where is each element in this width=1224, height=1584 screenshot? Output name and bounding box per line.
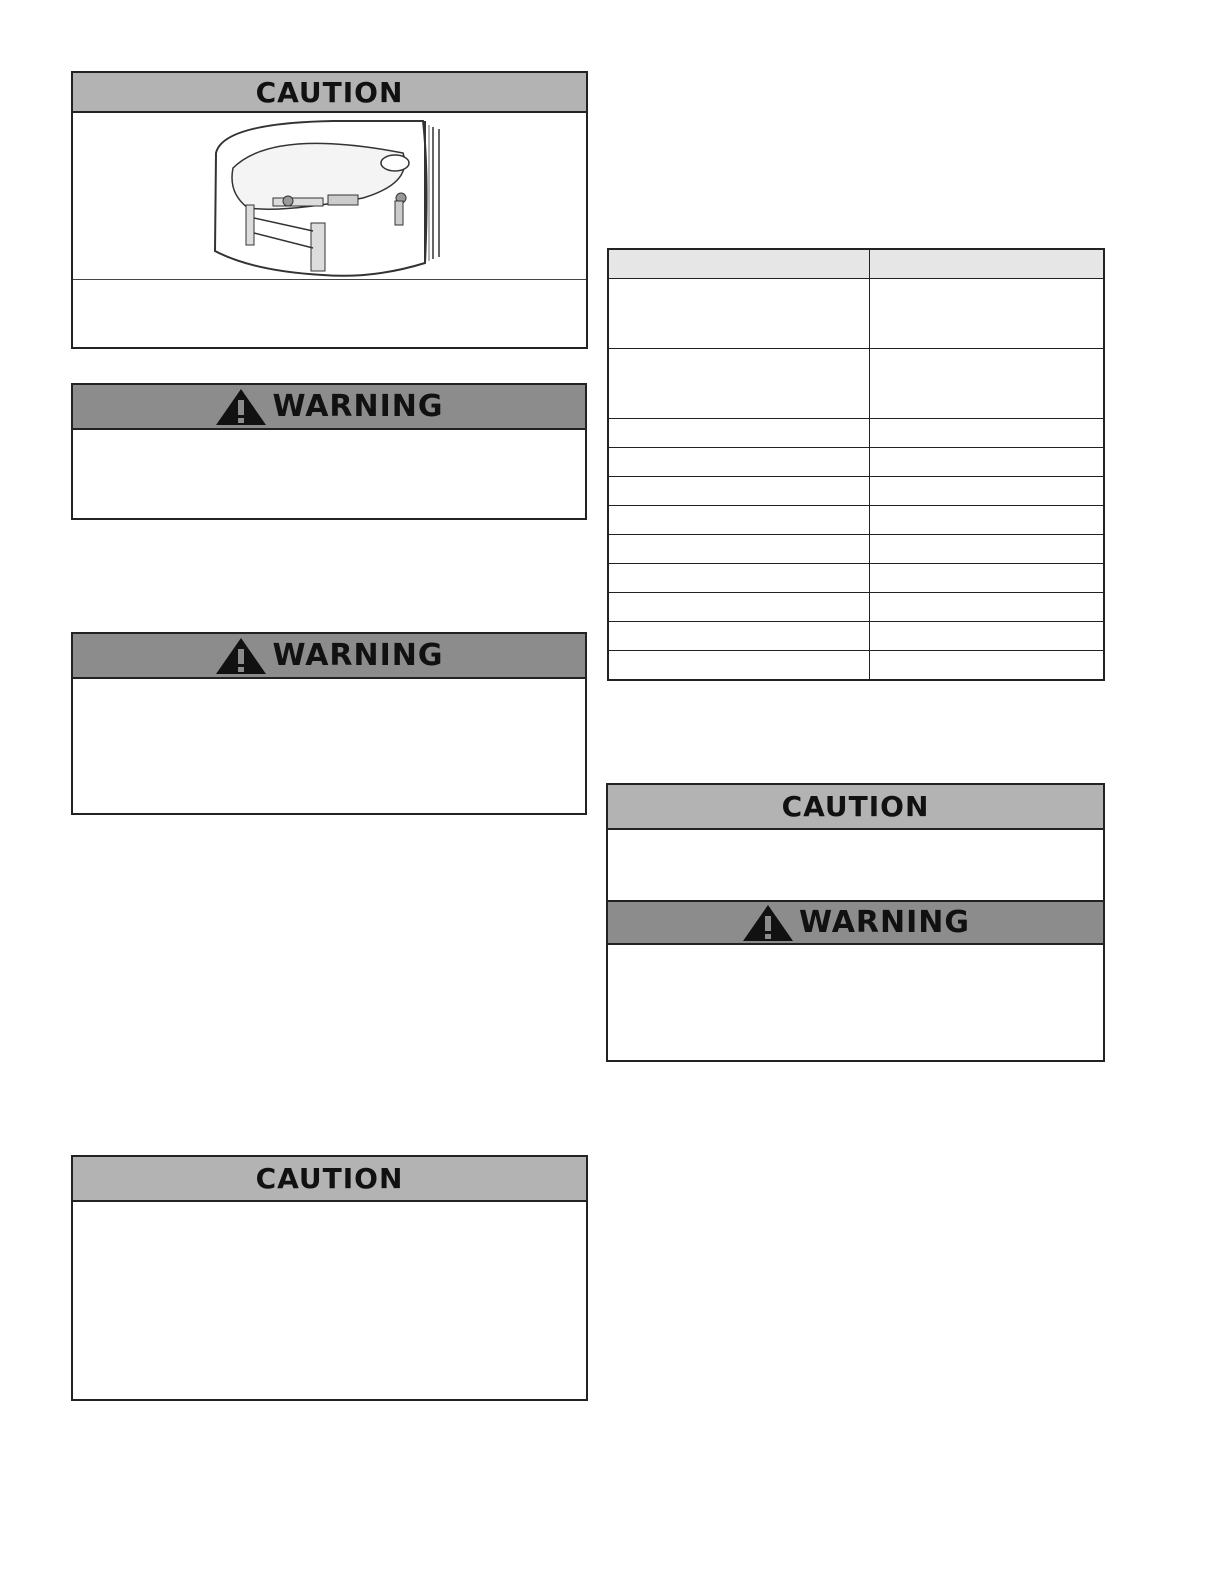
caution-header <box>73 1157 586 1202</box>
table-row <box>608 349 1104 419</box>
table-cell <box>870 593 1105 622</box>
table-row <box>608 593 1104 622</box>
caution-warning-box <box>606 783 1105 1062</box>
warning-box-1 <box>71 383 587 520</box>
warning-label: WARNING <box>272 638 444 673</box>
table-cell <box>870 477 1105 506</box>
table-cell <box>608 622 870 651</box>
warning-header <box>73 385 585 430</box>
table-row <box>608 564 1104 593</box>
spec-table <box>607 248 1105 681</box>
caution-header <box>73 73 586 113</box>
warning-triangle-icon <box>214 387 268 427</box>
warning-label: WARNING <box>798 905 971 940</box>
table-cell <box>608 448 870 477</box>
table-row <box>608 279 1104 349</box>
warning-triangle-icon <box>214 636 268 676</box>
warning-label: WARNING <box>272 389 444 424</box>
caution-label: CAUTION <box>255 1162 404 1195</box>
table-header-cell <box>870 249 1105 279</box>
table-cell <box>870 349 1105 419</box>
table-row <box>608 535 1104 564</box>
table-row <box>608 506 1104 535</box>
table-cell <box>608 564 870 593</box>
table-row <box>608 419 1104 448</box>
warning-triangle-icon <box>741 903 795 943</box>
table-cell <box>870 506 1105 535</box>
water-heater-illustration <box>73 113 586 280</box>
table-cell <box>608 419 870 448</box>
table-header-row <box>608 249 1104 279</box>
table-row <box>608 651 1104 681</box>
table-cell <box>870 419 1105 448</box>
table-cell <box>870 448 1105 477</box>
caution-label: CAUTION <box>781 790 930 823</box>
table-cell <box>870 651 1105 681</box>
table-cell <box>608 506 870 535</box>
table-cell <box>608 535 870 564</box>
caution-box-2 <box>71 1155 588 1401</box>
warning-header <box>73 634 585 679</box>
table-cell <box>870 279 1105 349</box>
caution-header <box>608 785 1103 830</box>
table-row <box>608 448 1104 477</box>
table-cell <box>870 564 1105 593</box>
caution-label: CAUTION <box>255 75 404 109</box>
caution-box-illustrated <box>71 71 588 349</box>
table-row <box>608 622 1104 651</box>
table-row <box>608 477 1104 506</box>
table-header-cell <box>608 249 870 279</box>
table-cell <box>870 622 1105 651</box>
warning-header <box>608 900 1103 945</box>
water-heater-drawing <box>73 113 586 279</box>
table-cell <box>608 349 870 419</box>
table-cell <box>608 593 870 622</box>
warning-box-2 <box>71 632 587 815</box>
table-cell <box>608 477 870 506</box>
table-cell <box>870 535 1105 564</box>
table-cell <box>608 651 870 681</box>
table-cell <box>608 279 870 349</box>
